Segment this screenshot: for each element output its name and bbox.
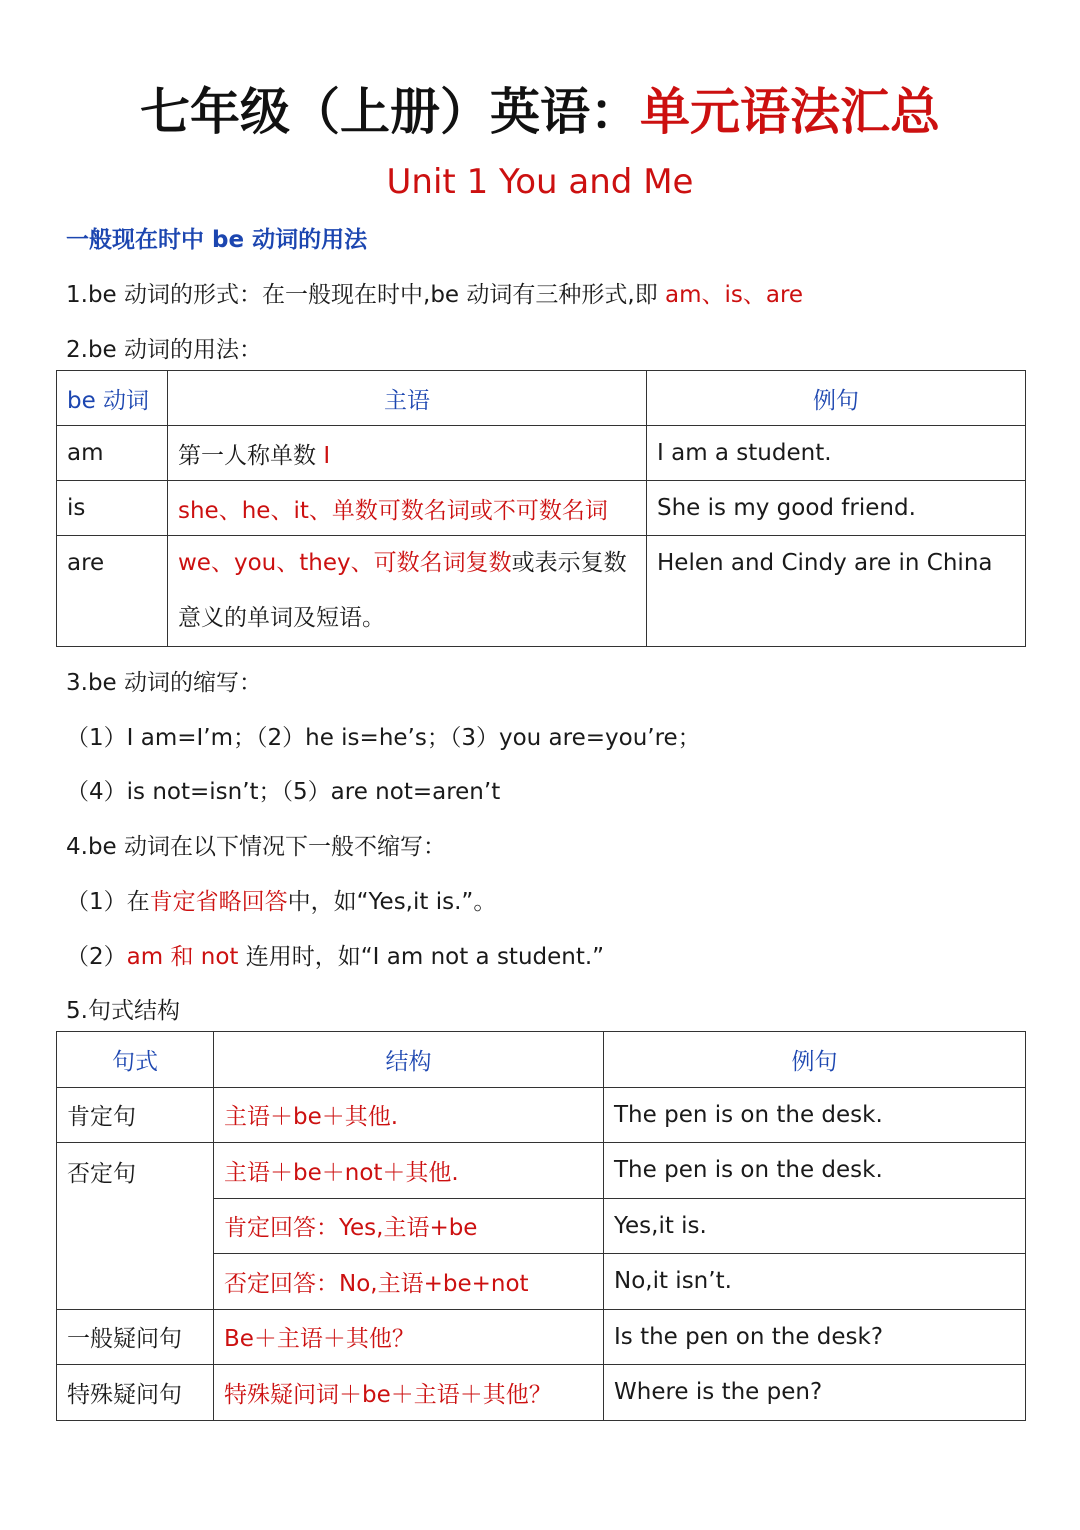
structure-cell: 主语＋be＋其他. xyxy=(214,1087,604,1143)
no-contraction-item-1 xyxy=(66,886,496,918)
table-row xyxy=(57,1309,1026,1365)
structure-cell: 主语＋be＋not＋其他. xyxy=(214,1143,604,1199)
example-cell: Is the pen on the desk? xyxy=(604,1309,1026,1365)
subject-cell xyxy=(168,536,647,647)
example-cell: Where is the pen? xyxy=(604,1365,1026,1421)
verb-cell: are xyxy=(57,536,168,647)
structure-cell: Be＋主语＋其他？ xyxy=(214,1309,604,1365)
point-3: 3.be 动词的缩写： xyxy=(66,670,263,696)
example-cell: I am a student. xyxy=(647,426,1026,481)
column-header: 结构 xyxy=(214,1032,604,1088)
column-header: 主语 xyxy=(168,371,647,426)
page-title xyxy=(0,72,1080,152)
sentence-type-cell: 一般疑问句 xyxy=(57,1309,214,1365)
subject-text: 第一人称单数 xyxy=(178,442,324,469)
point-1-highlight: am、is、are xyxy=(665,282,804,308)
point-1 xyxy=(66,279,803,311)
table-row xyxy=(57,481,1026,536)
table-row xyxy=(57,1365,1026,1421)
point-5: 5.句式结构 xyxy=(66,998,180,1024)
point-1-text: 1.be 动词的形式：在一般现在时中,be 动词有三种形式,即 xyxy=(66,282,665,308)
subject-cell xyxy=(168,426,647,481)
title-main: 七年级（上册）英语： xyxy=(140,82,640,141)
item-text: （1）在 xyxy=(66,889,150,915)
section-heading: 一般现在时中 be 动词的用法 xyxy=(66,227,368,253)
subject-text: 或表示复数意义的单词及短语。 xyxy=(178,550,627,631)
column-header: 句式 xyxy=(57,1032,214,1088)
be-verb-usage-table xyxy=(56,370,1026,647)
structure-cell: 肯定回答：Yes,主语+be xyxy=(214,1198,604,1254)
item-highlight: 肯定省略回答 xyxy=(149,889,288,915)
item-text: （2） xyxy=(66,944,127,970)
structure-cell: 特殊疑问词＋be＋主语＋其他？ xyxy=(214,1365,604,1421)
subject-highlight: we、you、they、可数名词复数 xyxy=(178,550,512,576)
contraction-line-2: （4）is not=isn’t；（5）are not=aren’t xyxy=(66,779,501,805)
sentence-type-cell: 否定句 xyxy=(57,1143,214,1310)
sentence-type-cell: 特殊疑问句 xyxy=(57,1365,214,1421)
structure-cell: 否定回答：No,主语+be+not xyxy=(214,1254,604,1310)
table-header-row xyxy=(57,1032,1026,1088)
column-header: be 动词 xyxy=(57,371,168,426)
column-header: 例句 xyxy=(604,1032,1026,1088)
table-row xyxy=(57,536,1026,647)
contraction-line-1: （1）I am=I’m；（2）he is=he’s；（3）you are=you’re； xyxy=(66,725,701,751)
subject-highlight: she、he、it、单数可数名词或不可数名词 xyxy=(178,497,608,524)
verb-cell: am xyxy=(57,426,168,481)
table-row xyxy=(57,1087,1026,1143)
item-text: 中，如“Yes,it is.”。 xyxy=(287,889,497,915)
point-4: 4.be 动词在以下情况下一般不缩写： xyxy=(66,834,447,860)
table-row xyxy=(57,1143,1026,1199)
title-highlight: 单元语法汇总 xyxy=(640,82,940,141)
subject-highlight: I xyxy=(323,442,331,469)
example-cell: She is my good friend. xyxy=(647,481,1026,536)
item-text: 连用时，如“I am not a student.” xyxy=(238,944,605,970)
table-row xyxy=(57,426,1026,481)
item-highlight: am 和 not xyxy=(126,944,239,970)
example-cell: The pen is on the desk. xyxy=(604,1143,1026,1199)
example-cell: Yes,it is. xyxy=(604,1198,1026,1254)
subject-cell xyxy=(168,481,647,536)
example-cell: The pen is on the desk. xyxy=(604,1087,1026,1143)
verb-cell: is xyxy=(57,481,168,536)
unit-subtitle: Unit 1 You and Me xyxy=(386,162,694,202)
column-header: 例句 xyxy=(647,371,1026,426)
example-cell: Helen and Cindy are in China xyxy=(647,536,1026,647)
sentence-type-cell: 肯定句 xyxy=(57,1087,214,1143)
point-2: 2.be 动词的用法： xyxy=(66,337,263,363)
example-cell: No,it isn’t. xyxy=(604,1254,1026,1310)
table-header-row xyxy=(57,371,1026,426)
sentence-structure-table xyxy=(56,1031,1026,1421)
no-contraction-item-2 xyxy=(66,941,604,973)
